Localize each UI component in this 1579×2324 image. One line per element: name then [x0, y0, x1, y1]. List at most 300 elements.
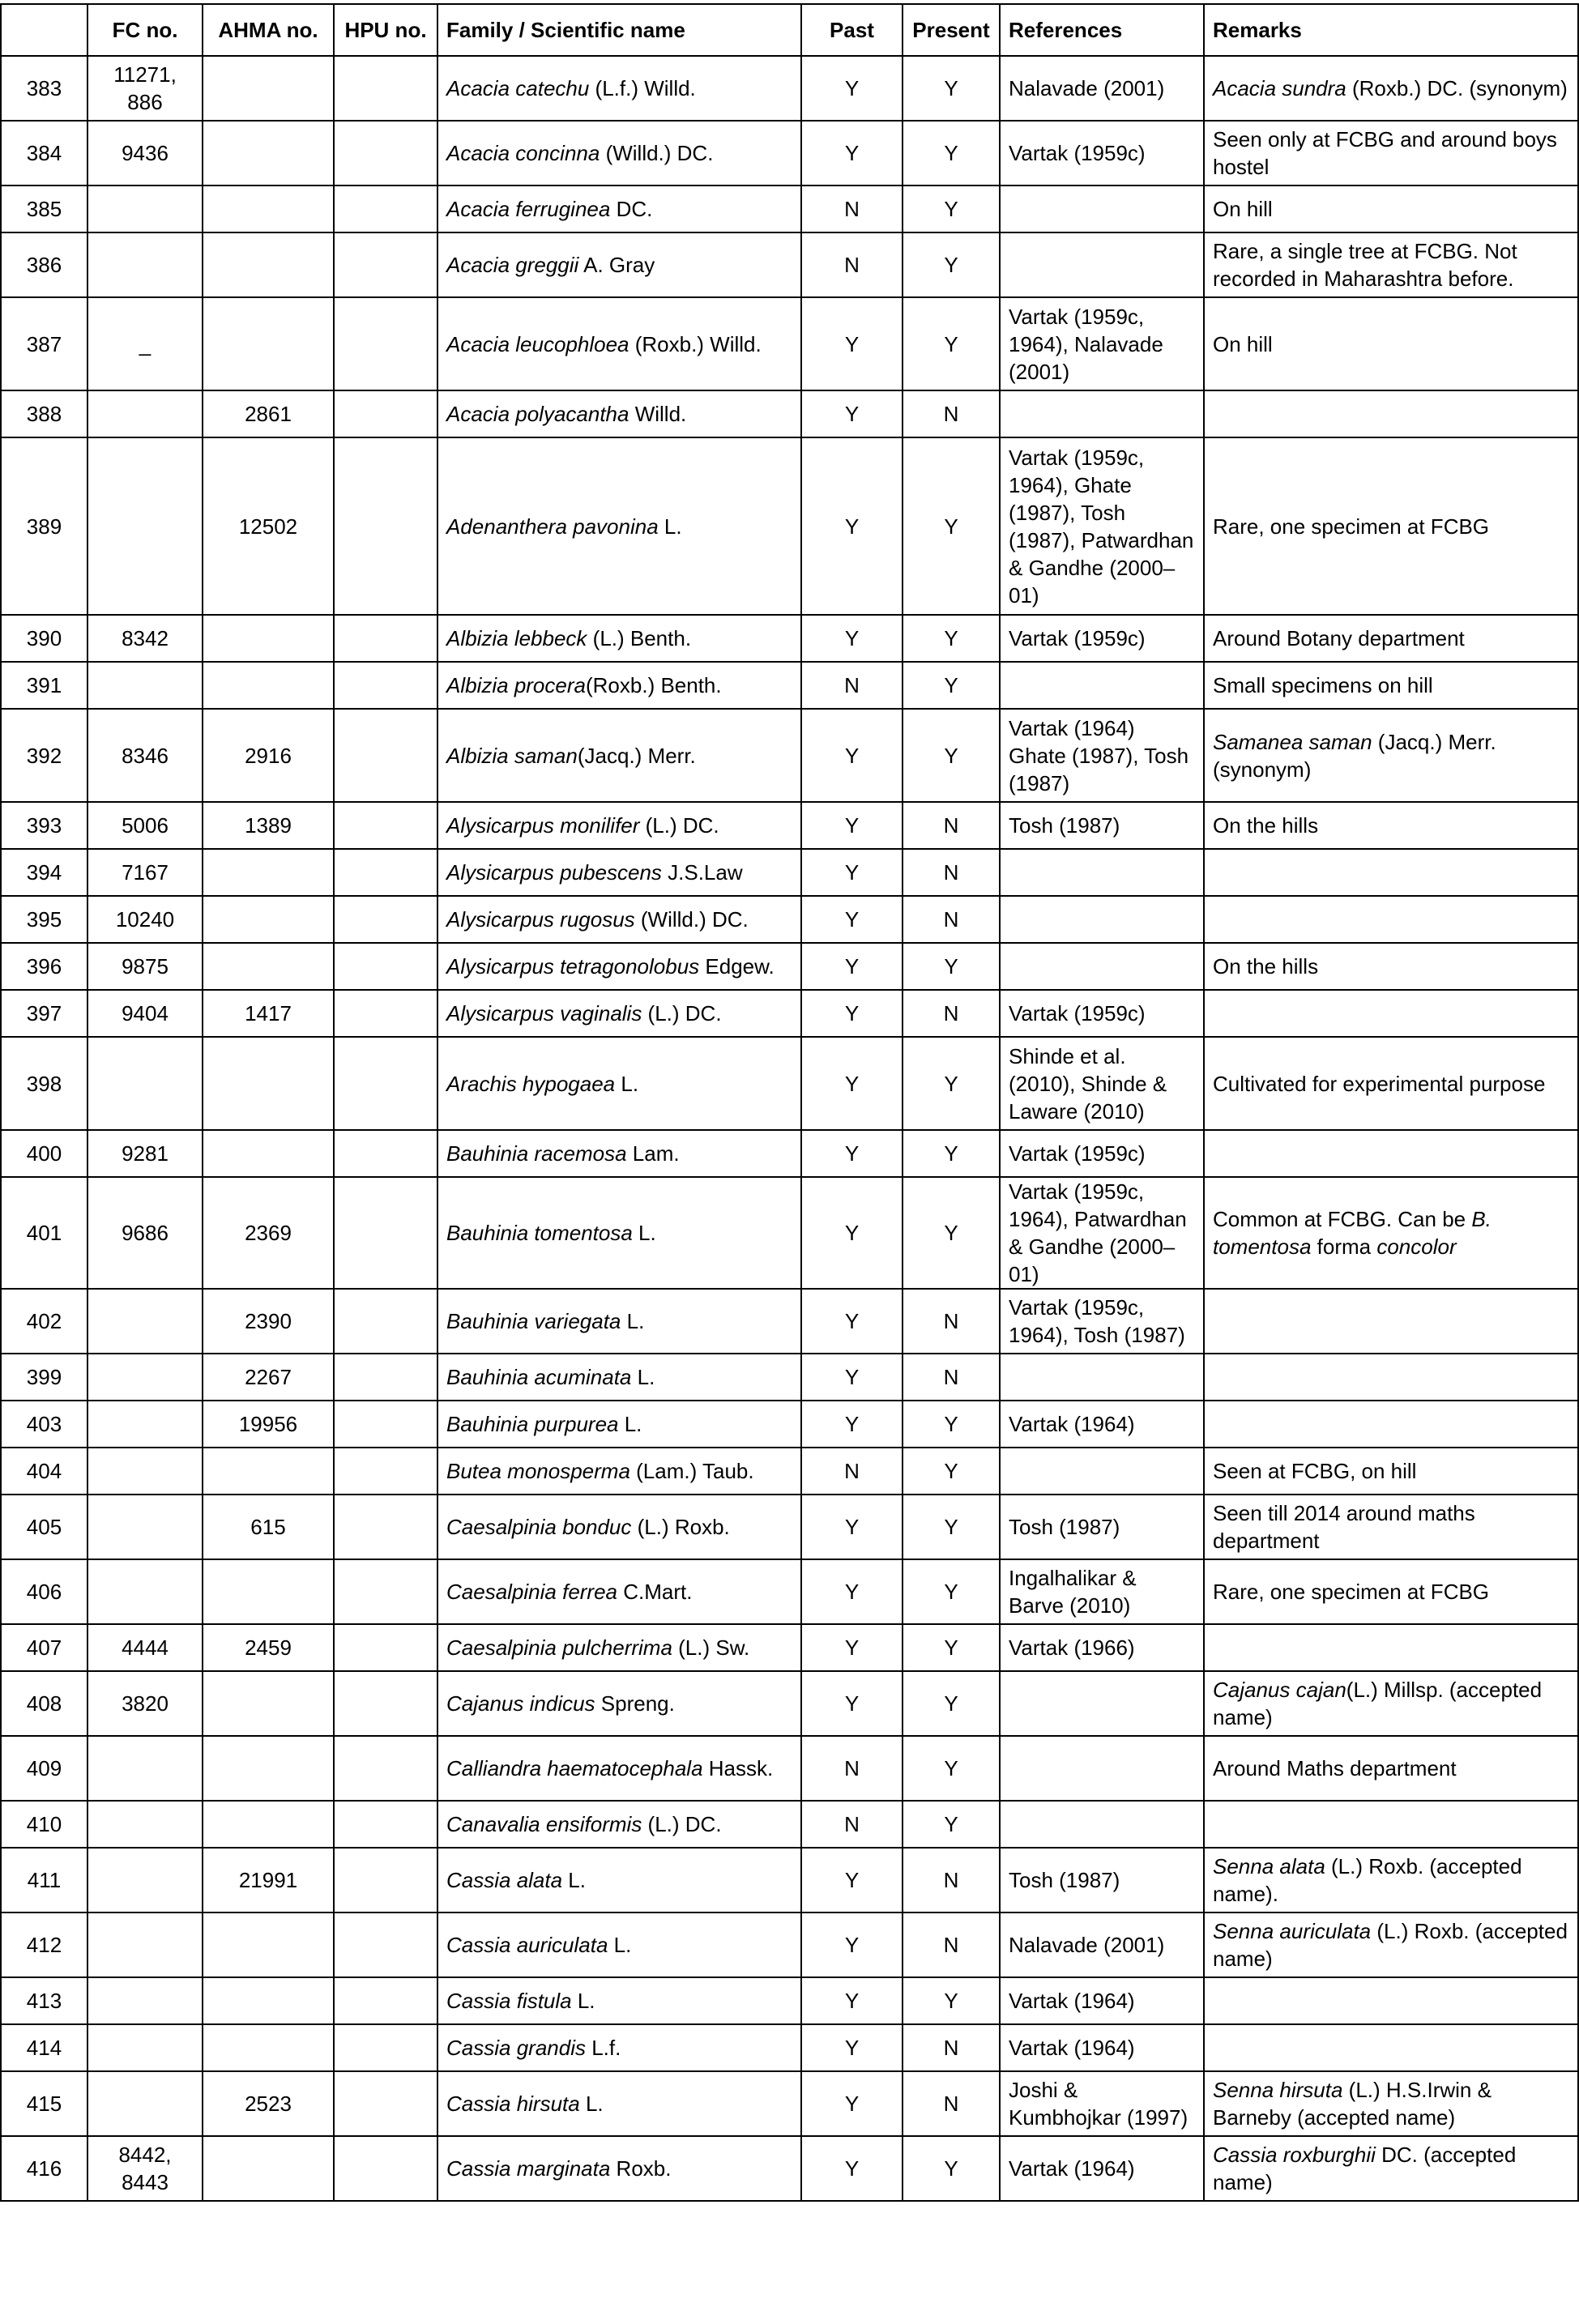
hpu-no-cell: [334, 662, 437, 709]
scientific-name: Calliandra haematocephala: [446, 1756, 703, 1780]
fc-no-cell: [87, 1977, 203, 2024]
references-cell: [1000, 2071, 1204, 2136]
remarks-cell: [1204, 1977, 1578, 2024]
present-cell: [903, 437, 1000, 615]
present-cell: [903, 662, 1000, 709]
hpu-no-cell: [334, 1671, 437, 1736]
past-flag: Y: [844, 141, 860, 165]
present-cell: [903, 1495, 1000, 1559]
fc-no-text: 4444: [122, 1635, 169, 1660]
remarks-cell: [1204, 1559, 1578, 1624]
fc-no-cell: [87, 1559, 203, 1624]
remarks-cell: [1204, 1289, 1578, 1354]
present-flag: Y: [944, 2156, 958, 2181]
scientific-name-cell: [437, 1289, 801, 1354]
scientific-name-cell: [437, 232, 801, 297]
row-index: [1, 1130, 87, 1177]
past-flag: N: [844, 1756, 860, 1780]
scientific-name: Cassia fistula: [446, 1989, 572, 2013]
hpu-no-cell: [334, 232, 437, 297]
remarks-cell: [1204, 185, 1578, 232]
hpu-no-cell: [334, 615, 437, 662]
header-row: [1, 4, 1578, 56]
row-index-text: 408: [26, 1691, 62, 1716]
scientific-name: Acacia catechu: [446, 76, 590, 100]
fc-no-text: 9875: [122, 954, 169, 979]
present-flag: Y: [944, 253, 958, 277]
scientific-name: Acacia polyacantha: [446, 402, 629, 426]
references-cell: [1000, 297, 1204, 390]
table-row: [1, 1401, 1578, 1448]
references-text: Tosh (1987): [1009, 1868, 1120, 1892]
fc-no-text: _: [139, 331, 151, 356]
ahma-no-text: 1389: [245, 813, 292, 838]
ahma-no-cell: [203, 297, 334, 390]
past-cell: [801, 802, 903, 849]
references-cell: [1000, 615, 1204, 662]
past-cell: [801, 896, 903, 943]
ahma-no-cell: [203, 2071, 334, 2136]
scientific-name-cell: [437, 390, 801, 437]
row-index-text: 406: [26, 1580, 62, 1604]
author-citation: (L.) DC.: [642, 1001, 722, 1026]
row-index-text: 394: [26, 860, 62, 885]
ahma-no-cell: [203, 185, 334, 232]
past-cell: [801, 990, 903, 1037]
table-row: [1, 662, 1578, 709]
row-index-text: 400: [26, 1141, 62, 1166]
table-row: [1, 297, 1578, 390]
scientific-name: Albizia saman: [446, 743, 578, 768]
past-flag: Y: [844, 954, 860, 979]
row-index: [1, 1671, 87, 1736]
present-flag: Y: [944, 1141, 958, 1166]
past-cell: [801, 1354, 903, 1401]
author-citation: Lam.: [626, 1141, 680, 1166]
scientific-name: Canavalia ensiformis: [446, 1812, 642, 1836]
past-cell: [801, 1559, 903, 1624]
scientific-name-cell: [437, 1671, 801, 1736]
past-flag: Y: [844, 2036, 860, 2060]
scientific-name: Caesalpinia pulcherrima: [446, 1635, 672, 1660]
fc-no-cell: [87, 185, 203, 232]
present-cell: [903, 390, 1000, 437]
scientific-name: Alysicarpus tetragonolobus: [446, 954, 700, 979]
table-row: [1, 1848, 1578, 1913]
row-index: [1, 1801, 87, 1848]
author-citation: (L.) DC.: [642, 1812, 722, 1836]
col-header-present: Present: [903, 4, 1000, 56]
past-flag: Y: [844, 1141, 860, 1166]
fc-no-cell: [87, 1736, 203, 1801]
remark-text: On the hills: [1213, 813, 1319, 838]
hpu-no-cell: [334, 1495, 437, 1559]
fc-no-cell: [87, 1354, 203, 1401]
hpu-no-cell: [334, 390, 437, 437]
references-text: Vartak (1964): [1009, 2036, 1135, 2060]
present-flag: Y: [944, 76, 958, 100]
author-citation: (Willd.) DC.: [600, 141, 714, 165]
hpu-no-cell: [334, 297, 437, 390]
remarks-cell: [1204, 1354, 1578, 1401]
past-cell: [801, 1624, 903, 1671]
past-flag: Y: [844, 1580, 860, 1604]
table-row: [1, 1801, 1578, 1848]
present-flag: Y: [944, 626, 958, 650]
remarks-cell: [1204, 1037, 1578, 1130]
past-flag: Y: [844, 1691, 860, 1716]
hpu-no-cell: [334, 2136, 437, 2201]
scientific-name: Bauhinia racemosa: [446, 1141, 627, 1166]
row-index: [1, 56, 87, 121]
ahma-no-cell: [203, 1848, 334, 1913]
present-flag: Y: [944, 1691, 958, 1716]
scientific-name-cell: [437, 896, 801, 943]
author-citation: (Lam.) Taub.: [629, 1459, 754, 1483]
present-cell: [903, 1130, 1000, 1177]
author-citation: DC.: [610, 197, 653, 221]
scientific-name-cell: [437, 2024, 801, 2071]
row-index: [1, 297, 87, 390]
past-cell: [801, 1177, 903, 1289]
scientific-name: Cassia hirsuta: [446, 2092, 580, 2116]
present-flag: Y: [944, 1989, 958, 2013]
present-flag: Y: [944, 1756, 958, 1780]
fc-no-cell: [87, 1913, 203, 1977]
remark-scientific-name: Senna alata: [1213, 1854, 1325, 1878]
ahma-no-cell: [203, 1559, 334, 1624]
remark-text: Around Maths department: [1213, 1756, 1457, 1780]
fc-no-cell: [87, 1448, 203, 1495]
row-index: [1, 437, 87, 615]
scientific-name-cell: [437, 1977, 801, 2024]
scientific-name-cell: [437, 849, 801, 896]
fc-no-cell: [87, 1289, 203, 1354]
row-index-text: 384: [26, 141, 62, 165]
remarks-cell: [1204, 896, 1578, 943]
row-index-text: 383: [26, 76, 62, 100]
row-index-text: 409: [26, 1756, 62, 1780]
fc-no-text: 8346: [122, 743, 169, 768]
row-index-text: 390: [26, 626, 62, 650]
scientific-name-cell: [437, 990, 801, 1037]
table-row: [1, 121, 1578, 185]
scientific-name: Albizia procera: [446, 673, 586, 697]
remark-text: (L.) Millsp. (accepted name): [1213, 1678, 1543, 1729]
past-cell: [801, 232, 903, 297]
scientific-name-cell: [437, 56, 801, 121]
present-flag: Y: [944, 673, 958, 697]
row-index: [1, 1977, 87, 2024]
author-citation: L.: [632, 1221, 656, 1245]
past-flag: N: [844, 253, 860, 277]
remark-scientific-name: Senna hirsuta: [1213, 2078, 1343, 2102]
remark-text: On the hills: [1213, 954, 1319, 979]
remark-text: (L.) Roxb. (accepted name): [1213, 1919, 1568, 1971]
ahma-no-cell: [203, 1448, 334, 1495]
references-cell: [1000, 121, 1204, 185]
references-text: Vartak (1959c): [1009, 141, 1146, 165]
references-cell: [1000, 849, 1204, 896]
references-cell: [1000, 390, 1204, 437]
references-text: Vartak (1964): [1009, 1989, 1135, 2013]
ahma-no-cell: [203, 390, 334, 437]
references-text: Tosh (1987): [1009, 1515, 1120, 1539]
references-text: Vartak (1959c): [1009, 1141, 1146, 1166]
table-row: [1, 1177, 1578, 1289]
remarks-cell: [1204, 849, 1578, 896]
references-cell: [1000, 1354, 1204, 1401]
ahma-no-text: 2459: [245, 1635, 292, 1660]
references-cell: [1000, 2024, 1204, 2071]
table-row: [1, 1354, 1578, 1401]
references-cell: [1000, 1289, 1204, 1354]
row-index: [1, 1736, 87, 1801]
past-flag: Y: [844, 1412, 860, 1436]
references-cell: [1000, 185, 1204, 232]
scientific-name-cell: [437, 1354, 801, 1401]
hpu-no-cell: [334, 1289, 437, 1354]
author-citation: L.: [608, 1933, 632, 1957]
references-cell: [1000, 1448, 1204, 1495]
row-index-text: 416: [26, 2156, 62, 2181]
scientific-name-cell: [437, 1037, 801, 1130]
present-flag: Y: [944, 954, 958, 979]
row-index-text: 389: [26, 514, 62, 539]
ahma-no-cell: [203, 849, 334, 896]
hpu-no-cell: [334, 1130, 437, 1177]
row-index-text: 386: [26, 253, 62, 277]
col-header-hpu-no: HPU no.: [334, 4, 437, 56]
scientific-name: Bauhinia purpurea: [446, 1412, 619, 1436]
scientific-name-cell: [437, 1559, 801, 1624]
row-index: [1, 662, 87, 709]
references-text: Vartak (1959c): [1009, 626, 1146, 650]
author-citation: Spreng.: [595, 1691, 675, 1716]
row-index: [1, 1624, 87, 1671]
past-cell: [801, 437, 903, 615]
row-index: [1, 1913, 87, 1977]
present-flag: N: [943, 1001, 959, 1026]
references-cell: [1000, 1801, 1204, 1848]
present-flag: N: [943, 907, 959, 932]
ahma-no-text: 2916: [245, 743, 292, 768]
present-flag: Y: [944, 331, 958, 356]
remarks-cell: [1204, 56, 1578, 121]
references-cell: [1000, 1671, 1204, 1736]
scientific-name-cell: [437, 2136, 801, 2201]
row-index: [1, 615, 87, 662]
scientific-name-cell: [437, 121, 801, 185]
table-row: [1, 1736, 1578, 1801]
author-citation: Edgew.: [699, 954, 775, 979]
author-citation: Hassk.: [702, 1756, 774, 1780]
ahma-no-cell: [203, 2024, 334, 2071]
past-cell: [801, 1448, 903, 1495]
row-index: [1, 1177, 87, 1289]
present-cell: [903, 1736, 1000, 1801]
references-cell: [1000, 1624, 1204, 1671]
present-flag: Y: [944, 1635, 958, 1660]
present-flag: N: [943, 1309, 959, 1333]
references-text: Vartak (1959c, 1964), Ghate (1987), Tosh (1987), Patwardhan & Gandhe (2000–01): [1009, 445, 1194, 608]
fc-no-cell: [87, 2136, 203, 2201]
remarks-cell: [1204, 390, 1578, 437]
author-citation: J.S.Law: [661, 860, 743, 885]
row-index-text: 412: [26, 1933, 62, 1957]
references-text: Vartak (1966): [1009, 1635, 1135, 1660]
present-flag: N: [943, 1365, 959, 1389]
past-flag: N: [844, 673, 860, 697]
col-header-fc-no: FC no.: [87, 4, 203, 56]
row-index: [1, 990, 87, 1037]
col-header-references: References: [1000, 4, 1204, 56]
author-citation: L.: [621, 1309, 645, 1333]
scientific-name: Acacia leucophloea: [446, 331, 629, 356]
row-index: [1, 849, 87, 896]
scientific-name-cell: [437, 1495, 801, 1559]
past-cell: [801, 390, 903, 437]
remark-text: Seen at FCBG, on hill: [1213, 1459, 1417, 1483]
remarks-cell: [1204, 2071, 1578, 2136]
present-flag: Y: [944, 1812, 958, 1836]
hpu-no-cell: [334, 943, 437, 990]
fc-no-text: 3820: [122, 1691, 169, 1716]
fc-no-cell: [87, 943, 203, 990]
ahma-no-cell: [203, 662, 334, 709]
scientific-name: Albizia lebbeck: [446, 626, 587, 650]
remarks-cell: [1204, 1401, 1578, 1448]
hpu-no-cell: [334, 849, 437, 896]
author-citation: L.f.: [585, 2036, 621, 2060]
fc-no-cell: [87, 2024, 203, 2071]
remark-scientific-name: Cassia roxburghii: [1213, 2143, 1376, 2167]
hpu-no-cell: [334, 1736, 437, 1801]
references-cell: [1000, 1495, 1204, 1559]
author-citation: (Roxb.) Benth.: [585, 673, 722, 697]
ahma-no-cell: [203, 896, 334, 943]
author-citation: (L.) Sw.: [672, 1635, 750, 1660]
remark-text: Common at FCBG. Can be: [1213, 1207, 1472, 1231]
ahma-no-text: 1417: [245, 1001, 292, 1026]
ahma-no-cell: [203, 2136, 334, 2201]
past-cell: [801, 615, 903, 662]
remark-text: Around Botany department: [1213, 626, 1465, 650]
present-cell: [903, 121, 1000, 185]
hpu-no-cell: [334, 185, 437, 232]
ahma-no-cell: [203, 943, 334, 990]
hpu-no-cell: [334, 1401, 437, 1448]
references-cell: [1000, 1401, 1204, 1448]
fc-no-cell: [87, 1037, 203, 1130]
hpu-no-cell: [334, 2071, 437, 2136]
past-flag: Y: [844, 1001, 860, 1026]
fc-no-text: 10240: [115, 907, 175, 932]
scientific-name: Alysicarpus rugosus: [446, 907, 635, 932]
past-cell: [801, 849, 903, 896]
references-cell: [1000, 662, 1204, 709]
scientific-name: Butea monosperma: [446, 1459, 630, 1483]
row-index: [1, 232, 87, 297]
remarks-cell: [1204, 232, 1578, 297]
present-cell: [903, 849, 1000, 896]
row-index: [1, 943, 87, 990]
present-cell: [903, 1624, 1000, 1671]
present-cell: [903, 709, 1000, 802]
past-cell: [801, 943, 903, 990]
col-header-scientific-name: Family / Scientific name: [437, 4, 801, 56]
references-text: Vartak (1964): [1009, 2156, 1135, 2181]
fc-no-cell: [87, 1495, 203, 1559]
row-index-text: 393: [26, 813, 62, 838]
row-index-text: 404: [26, 1459, 62, 1483]
remark-scientific-name: Senna auriculata: [1213, 1919, 1372, 1943]
author-citation: L.: [562, 1868, 586, 1892]
hpu-no-cell: [334, 1848, 437, 1913]
scientific-name: Alysicarpus pubescens: [446, 860, 662, 885]
present-flag: N: [943, 813, 959, 838]
past-cell: [801, 1848, 903, 1913]
table-row: [1, 1037, 1578, 1130]
table-row: [1, 2136, 1578, 2201]
hpu-no-cell: [334, 1448, 437, 1495]
present-cell: [903, 1037, 1000, 1130]
past-cell: [801, 1913, 903, 1977]
remarks-cell: [1204, 943, 1578, 990]
remarks-cell: [1204, 1177, 1578, 1289]
row-index-text: 395: [26, 907, 62, 932]
scientific-name-cell: [437, 1624, 801, 1671]
remarks-cell: [1204, 615, 1578, 662]
remarks-cell: [1204, 1736, 1578, 1801]
scientific-name-cell: [437, 185, 801, 232]
table-row: [1, 2071, 1578, 2136]
remarks-cell: [1204, 990, 1578, 1037]
row-index: [1, 390, 87, 437]
scientific-name: Cassia alata: [446, 1868, 563, 1892]
table-row: [1, 1913, 1578, 1977]
present-cell: [903, 1401, 1000, 1448]
scientific-name: Adenanthera pavonina: [446, 514, 659, 539]
present-flag: N: [943, 1933, 959, 1957]
present-flag: Y: [944, 197, 958, 221]
present-cell: [903, 802, 1000, 849]
hpu-no-cell: [334, 1354, 437, 1401]
past-flag: Y: [844, 1515, 860, 1539]
references-text: Nalavade (2001): [1009, 1933, 1165, 1957]
remarks-cell: [1204, 297, 1578, 390]
remark-scientific-name: Acacia sundra: [1213, 76, 1346, 100]
scientific-name: Cassia auriculata: [446, 1933, 608, 1957]
remarks-cell: [1204, 1624, 1578, 1671]
hpu-no-cell: [334, 1624, 437, 1671]
references-text: Vartak (1964) Ghate (1987), Tosh (1987): [1009, 715, 1189, 795]
remarks-cell: [1204, 802, 1578, 849]
references-text: Vartak (1959c, 1964), Patwardhan & Gandhe (2000–01): [1009, 1179, 1187, 1286]
row-index-text: 403: [26, 1412, 62, 1436]
scientific-name: Alysicarpus monilifer: [446, 813, 640, 838]
remark-text: On hill: [1213, 197, 1273, 221]
remarks-cell: [1204, 1495, 1578, 1559]
remark-text: Rare, one specimen at FCBG: [1213, 514, 1490, 539]
remarks-cell: [1204, 2024, 1578, 2071]
present-cell: [903, 1671, 1000, 1736]
scientific-name-cell: [437, 1448, 801, 1495]
remarks-cell: [1204, 1848, 1578, 1913]
remark-text: (L.) Roxb. (accepted name).: [1213, 1854, 1522, 1906]
row-index-text: 399: [26, 1365, 62, 1389]
scientific-name-cell: [437, 1913, 801, 1977]
